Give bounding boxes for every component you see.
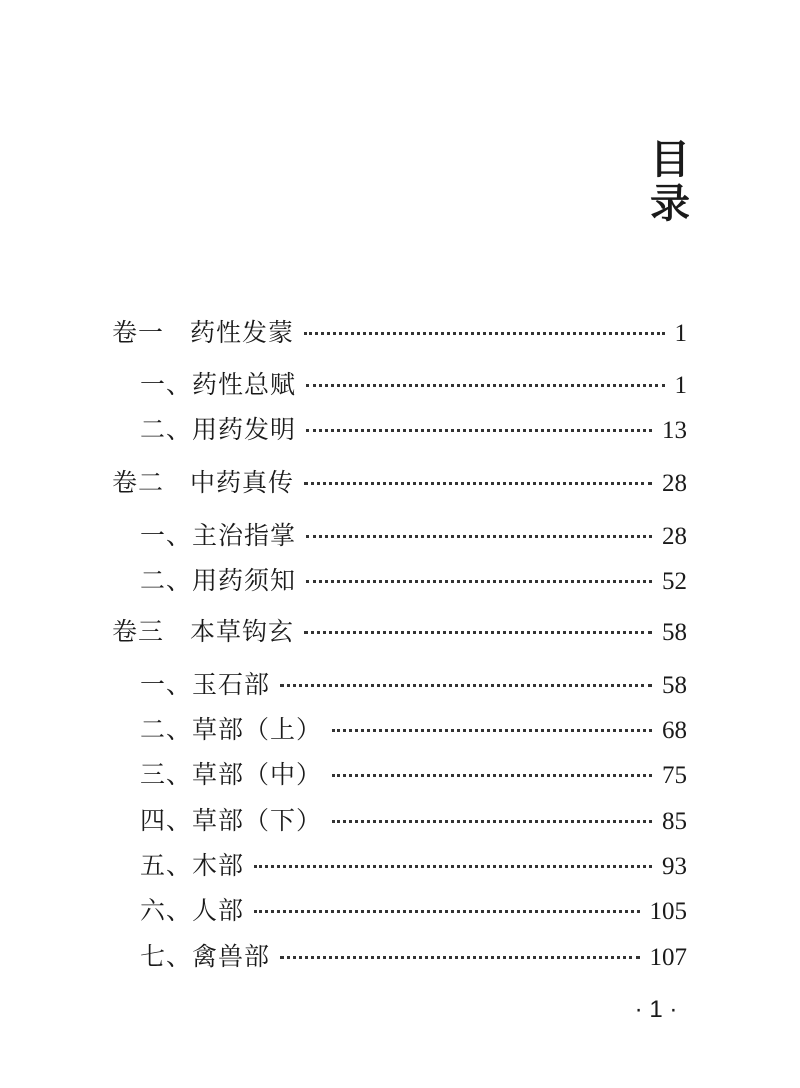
toc-section-entry (140, 806, 687, 837)
toc-volume-entry (112, 318, 687, 349)
toc-entry-title: 主治指掌 (192, 521, 297, 550)
toc-entry-number: 二、 (140, 415, 193, 444)
page-title-char-2: 录 (650, 181, 690, 227)
toc-section-entry (140, 670, 687, 701)
toc-entry-label (140, 415, 296, 445)
toc-entry-number: 一、 (140, 521, 193, 550)
toc-dot-leader (332, 729, 652, 732)
toc-entry-label (140, 806, 322, 836)
toc-dot-leader (304, 631, 652, 634)
toc-entry-title: 用药发明 (192, 415, 297, 444)
toc-entry-label (112, 318, 294, 348)
toc-entry-number: 一、 (140, 670, 193, 699)
toc-entry-number: 二、 (140, 715, 193, 744)
toc-entry-number: 五、 (140, 851, 193, 880)
toc-entry-number: 卷三 (112, 617, 165, 646)
toc-entry-number: 二、 (140, 566, 193, 595)
toc-entry-label (140, 896, 244, 926)
toc-entry-label (140, 851, 244, 881)
toc-entry-title: 本草钩玄 (190, 617, 295, 646)
toc-entry-page: 28 (662, 523, 687, 550)
toc-dot-leader (304, 482, 652, 485)
toc-entry-page: 107 (649, 944, 687, 971)
toc-dot-leader (332, 774, 652, 777)
toc-dot-leader (280, 956, 639, 959)
toc-volume-entry (112, 617, 687, 648)
toc-entry-page: 68 (662, 717, 687, 744)
toc-dot-leader (280, 684, 652, 687)
toc-section-entry (140, 715, 687, 746)
toc-entry-page: 1 (674, 372, 687, 399)
toc-entry-label (140, 566, 296, 596)
toc-entry-page: 28 (662, 470, 687, 497)
toc-entry-page: 58 (662, 672, 687, 699)
toc-entry-title: 玉石部 (192, 670, 271, 699)
toc-entry-page: 13 (662, 417, 687, 444)
toc-dot-leader (306, 384, 664, 387)
toc-entry-title: 用药须知 (192, 566, 297, 595)
toc-dot-leader (254, 865, 652, 868)
toc-entry-title: 中药真传 (190, 468, 295, 497)
toc-dot-leader (306, 535, 652, 538)
toc-entry-number: 卷一 (112, 318, 165, 347)
toc-entry-number: 卷二 (112, 468, 165, 497)
toc-entry-label (140, 715, 322, 745)
toc-entry-label (140, 370, 296, 400)
toc-entry-number: 四、 (140, 806, 193, 835)
toc-volume-entry (112, 468, 687, 499)
toc-entry-title: 人部 (192, 896, 245, 925)
toc-entry-label (112, 617, 294, 647)
toc-entry-title: 禽兽部 (192, 942, 271, 971)
toc-entry-page: 75 (662, 762, 687, 789)
toc-section-entry (140, 896, 687, 927)
toc-entry-title: 草部（中） (192, 760, 323, 789)
toc-entry-page: 1 (674, 320, 687, 347)
toc-section-entry (140, 760, 687, 791)
toc-entry-page: 93 (662, 853, 687, 880)
toc-entry-number: 六、 (140, 896, 193, 925)
toc-entry-page: 52 (662, 568, 687, 595)
toc-entry-number: 一、 (140, 370, 193, 399)
toc-section-entry (140, 415, 687, 446)
toc-dot-leader (306, 429, 652, 432)
toc-entry-title: 木部 (192, 851, 245, 880)
toc-section-entry (140, 521, 687, 552)
toc-entry-title: 药性总赋 (192, 370, 297, 399)
toc-entry-page: 58 (662, 619, 687, 646)
toc-section-entry (140, 566, 687, 597)
toc-entry-page: 105 (649, 898, 687, 925)
toc-entry-label (140, 670, 270, 700)
toc-entry-title: 药性发蒙 (190, 318, 295, 347)
toc-entry-label (140, 760, 322, 790)
toc-entry-number: 三、 (140, 760, 193, 789)
toc-entry-label (112, 468, 294, 498)
toc-dot-leader (304, 332, 664, 335)
page-number: · 1 · (634, 996, 678, 1023)
toc-dot-leader (306, 580, 652, 583)
toc-dot-leader (332, 820, 652, 823)
toc-entry-title: 草部（下） (192, 806, 323, 835)
toc-entry-label (140, 942, 270, 972)
toc-entry-number: 七、 (140, 942, 193, 971)
toc-entry-title: 草部（上） (192, 715, 323, 744)
toc-section-entry (140, 370, 687, 401)
toc-section-entry (140, 942, 687, 973)
toc-entry-page: 85 (662, 808, 687, 835)
page-title-char-1: 目 (650, 137, 690, 183)
toc-entry-label (140, 521, 296, 551)
toc-dot-leader (254, 910, 639, 913)
toc-section-entry (140, 851, 687, 882)
